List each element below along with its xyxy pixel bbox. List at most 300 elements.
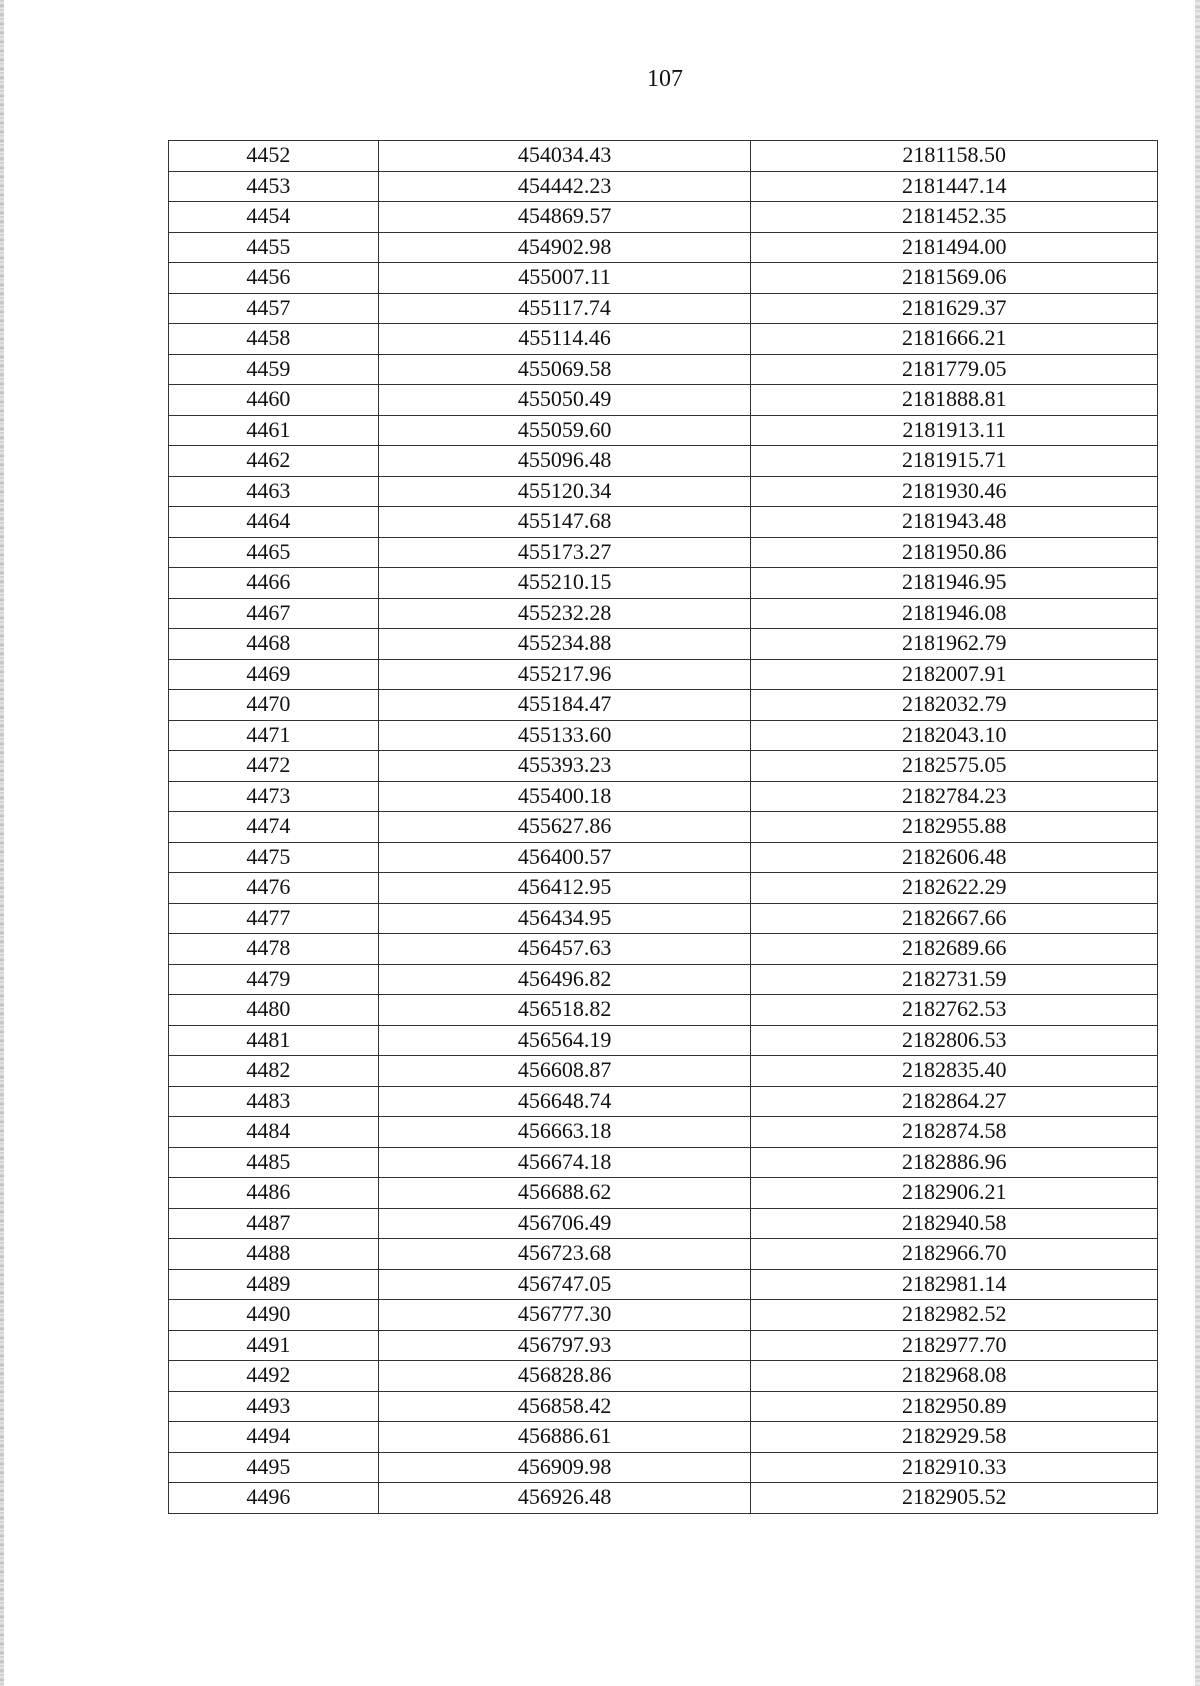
point-id-text: 4454: [246, 203, 291, 228]
x-coordinate-text: 455400.18: [517, 782, 612, 808]
point-id-text: 4482: [246, 1057, 291, 1082]
table-row: [169, 690, 1158, 721]
table-row: [169, 903, 1158, 934]
x-coordinate-cell: [378, 934, 751, 965]
y-coordinate-cell: [751, 171, 1158, 202]
table-row: [169, 476, 1158, 507]
point-id-cell: [169, 934, 379, 965]
x-coordinate-text: 455210.15: [517, 569, 612, 594]
x-coordinate-cell: [378, 1178, 751, 1209]
point-id-cell: [169, 720, 379, 751]
x-coordinate-cell: [378, 659, 751, 690]
table-row: [169, 1178, 1158, 1209]
x-coordinate-cell: [378, 1422, 751, 1453]
point-id-cell: [169, 1300, 379, 1331]
point-id-text: 4476: [246, 874, 291, 899]
table-row: [169, 964, 1158, 995]
point-id-cell: [169, 1422, 379, 1453]
point-id-text: 4481: [246, 1026, 291, 1052]
table-row: [169, 1300, 1158, 1331]
point-id-text: 4489: [246, 1270, 291, 1296]
y-coordinate-cell: [751, 1391, 1158, 1422]
y-coordinate-text: 2181946.95: [901, 569, 1007, 594]
point-id-text: 4466: [246, 569, 291, 594]
y-coordinate-cell: [751, 385, 1158, 416]
y-coordinate-text: 2182905.52: [901, 1484, 1007, 1509]
point-id-cell: [169, 995, 379, 1026]
point-id-cell: [169, 873, 379, 904]
y-coordinate-cell: [751, 263, 1158, 294]
y-coordinate-cell: [751, 293, 1158, 324]
x-coordinate-text: 456858.42: [517, 1392, 612, 1418]
y-coordinate-cell: [751, 751, 1158, 782]
x-coordinate-cell: [378, 324, 751, 355]
coordinates-table-body: [169, 141, 1158, 1514]
x-coordinate-text: 455096.48: [517, 447, 612, 472]
point-id-text: 4486: [246, 1179, 291, 1204]
y-coordinate-cell: [751, 1147, 1158, 1178]
x-coordinate-cell: [378, 1208, 751, 1239]
point-id-cell: [169, 1361, 379, 1392]
table-row: [169, 354, 1158, 385]
point-id-text: 4460: [246, 386, 291, 411]
point-id-cell: [169, 446, 379, 477]
y-coordinate-cell: [751, 537, 1158, 568]
point-id-text: 4487: [246, 1209, 291, 1235]
x-coordinate-cell: [378, 873, 751, 904]
y-coordinate-cell: [751, 1330, 1158, 1361]
point-id-text: 4472: [246, 752, 291, 777]
x-coordinate-cell: [378, 537, 751, 568]
point-id-text: 4495: [246, 1453, 291, 1479]
x-coordinate-cell: [378, 1452, 751, 1483]
y-coordinate-cell: [751, 1208, 1158, 1239]
point-id-text: 4457: [246, 294, 291, 320]
point-id-cell: [169, 903, 379, 934]
y-coordinate-text: 2181666.21: [901, 325, 1007, 350]
point-id-text: 4464: [246, 508, 291, 533]
x-coordinate-text: 454869.57: [517, 203, 612, 228]
table-row: [169, 141, 1158, 172]
x-coordinate-text: 455184.47: [517, 691, 612, 716]
y-coordinate-cell: [751, 568, 1158, 599]
table-row: [169, 1391, 1158, 1422]
table-row: [169, 568, 1158, 599]
point-id-text: 4494: [246, 1423, 291, 1448]
table-row: [169, 232, 1158, 263]
table-row: [169, 293, 1158, 324]
x-coordinate-text: 455069.58: [517, 355, 612, 381]
table-row: [169, 1361, 1158, 1392]
y-coordinate-text: 2182806.53: [901, 1026, 1007, 1052]
table-row: [169, 995, 1158, 1026]
point-id-text: 4479: [246, 965, 291, 991]
table-row: [169, 1208, 1158, 1239]
x-coordinate-text: 456434.95: [517, 904, 612, 930]
x-coordinate-text: 456663.18: [517, 1118, 612, 1143]
x-coordinate-text: 456518.82: [517, 996, 612, 1021]
x-coordinate-text: 455133.60: [517, 721, 612, 747]
x-coordinate-cell: [378, 903, 751, 934]
y-coordinate-text: 2182689.66: [901, 935, 1007, 960]
y-coordinate-cell: [751, 507, 1158, 538]
point-id-cell: [169, 385, 379, 416]
y-coordinate-text: 2182874.58: [901, 1118, 1007, 1143]
y-coordinate-text: 2182667.66: [901, 904, 1007, 930]
x-coordinate-cell: [378, 720, 751, 751]
y-coordinate-text: 2181494.00: [901, 233, 1007, 259]
table-row: [169, 385, 1158, 416]
x-coordinate-text: 455059.60: [517, 416, 612, 442]
y-coordinate-text: 2182784.23: [901, 782, 1007, 808]
point-id-text: 4462: [246, 447, 291, 472]
y-coordinate-cell: [751, 1025, 1158, 1056]
x-coordinate-text: 456797.93: [517, 1331, 612, 1357]
x-coordinate-cell: [378, 1483, 751, 1514]
x-coordinate-text: 455173.27: [517, 538, 612, 564]
x-coordinate-text: 455050.49: [517, 386, 612, 411]
point-id-cell: [169, 1208, 379, 1239]
x-coordinate-text: 454442.23: [517, 172, 612, 198]
y-coordinate-cell: [751, 1361, 1158, 1392]
point-id-text: 4469: [246, 660, 291, 686]
y-coordinate-text: 2182886.96: [901, 1148, 1007, 1174]
x-coordinate-cell: [378, 1025, 751, 1056]
x-coordinate-cell: [378, 263, 751, 294]
point-id-text: 4478: [246, 935, 291, 960]
x-coordinate-text: 455147.68: [517, 508, 612, 533]
point-id-cell: [169, 1269, 379, 1300]
point-id-cell: [169, 659, 379, 690]
point-id-cell: [169, 1147, 379, 1178]
point-id-text: 4492: [246, 1362, 291, 1387]
page-number: 107: [647, 66, 683, 92]
table-row: [169, 446, 1158, 477]
x-coordinate-cell: [378, 293, 751, 324]
x-coordinate-text: 456909.98: [517, 1453, 612, 1479]
y-coordinate-cell: [751, 141, 1158, 172]
y-coordinate-text: 2181888.81: [901, 386, 1007, 411]
x-coordinate-text: 456723.68: [517, 1240, 612, 1265]
point-id-text: 4484: [246, 1118, 291, 1143]
point-id-text: 4471: [246, 721, 291, 747]
point-id-text: 4468: [246, 630, 291, 655]
y-coordinate-cell: [751, 1483, 1158, 1514]
x-coordinate-cell: [378, 415, 751, 446]
point-id-text: 4470: [246, 691, 291, 716]
y-coordinate-text: 2181452.35: [901, 203, 1007, 228]
table-row: [169, 263, 1158, 294]
table-row: [169, 1147, 1158, 1178]
y-coordinate-cell: [751, 1056, 1158, 1087]
table-row: [169, 324, 1158, 355]
x-coordinate-text: 455393.23: [517, 752, 612, 777]
point-id-cell: [169, 629, 379, 660]
point-id-cell: [169, 141, 379, 172]
table-row: [169, 751, 1158, 782]
x-coordinate-text: 456674.18: [517, 1148, 612, 1174]
table-row: [169, 415, 1158, 446]
x-coordinate-text: 456706.49: [517, 1209, 612, 1235]
y-coordinate-text: 2182622.29: [901, 874, 1007, 899]
point-id-cell: [169, 476, 379, 507]
point-id-text: 4463: [246, 477, 291, 503]
y-coordinate-text: 2182043.10: [901, 721, 1007, 747]
point-id-text: 4461: [246, 416, 291, 442]
point-id-cell: [169, 202, 379, 233]
y-coordinate-text: 2182762.53: [901, 996, 1007, 1021]
y-coordinate-text: 2182929.58: [901, 1423, 1007, 1448]
x-coordinate-cell: [378, 629, 751, 660]
y-coordinate-text: 2182966.70: [901, 1240, 1007, 1265]
y-coordinate-cell: [751, 903, 1158, 934]
y-coordinate-text: 2181950.86: [901, 538, 1007, 564]
x-coordinate-text: 455627.86: [517, 813, 612, 838]
x-coordinate-cell: [378, 1117, 751, 1148]
point-id-text: 4480: [246, 996, 291, 1021]
y-coordinate-text: 2182981.14: [901, 1270, 1007, 1296]
x-coordinate-text: 455117.74: [518, 294, 611, 320]
point-id-text: 4474: [246, 813, 291, 838]
y-coordinate-cell: [751, 202, 1158, 233]
y-coordinate-cell: [751, 934, 1158, 965]
point-id-cell: [169, 1330, 379, 1361]
x-coordinate-text: 456886.61: [517, 1423, 612, 1448]
y-coordinate-cell: [751, 1269, 1158, 1300]
point-id-cell: [169, 751, 379, 782]
point-id-text: 4453: [246, 172, 291, 198]
x-coordinate-cell: [378, 507, 751, 538]
point-id-cell: [169, 1025, 379, 1056]
table-row: [169, 1056, 1158, 1087]
y-coordinate-cell: [751, 690, 1158, 721]
x-coordinate-cell: [378, 598, 751, 629]
point-id-text: 4467: [246, 599, 291, 625]
y-coordinate-text: 2182940.58: [901, 1209, 1007, 1235]
x-coordinate-text: 455120.34: [517, 477, 612, 503]
y-coordinate-text: 2181943.48: [901, 508, 1007, 533]
x-coordinate-text: 456747.05: [517, 1270, 612, 1296]
point-id-cell: [169, 232, 379, 263]
point-id-cell: [169, 263, 379, 294]
y-coordinate-text: 2182950.89: [901, 1392, 1007, 1418]
x-coordinate-text: 455217.96: [517, 660, 612, 686]
y-coordinate-cell: [751, 1086, 1158, 1117]
y-coordinate-text: 2182977.70: [901, 1331, 1007, 1357]
y-coordinate-cell: [751, 720, 1158, 751]
table-row: [169, 659, 1158, 690]
table-row: [169, 507, 1158, 538]
point-id-cell: [169, 568, 379, 599]
table-row: [169, 1025, 1158, 1056]
point-id-cell: [169, 1452, 379, 1483]
point-id-cell: [169, 1178, 379, 1209]
point-id-text: 4465: [246, 538, 291, 564]
y-coordinate-text: 2181915.71: [901, 447, 1007, 472]
y-coordinate-cell: [751, 415, 1158, 446]
table-row: [169, 171, 1158, 202]
y-coordinate-text: 2182982.52: [901, 1301, 1007, 1326]
y-coordinate-text: 2182910.33: [901, 1453, 1007, 1479]
y-coordinate-text: 2182968.08: [901, 1362, 1007, 1387]
table-row: [169, 629, 1158, 660]
point-id-cell: [169, 415, 379, 446]
y-coordinate-text: 2181569.06: [901, 264, 1007, 289]
point-id-cell: [169, 690, 379, 721]
y-coordinate-cell: [751, 324, 1158, 355]
point-id-cell: [169, 354, 379, 385]
y-coordinate-cell: [751, 964, 1158, 995]
y-coordinate-cell: [751, 446, 1158, 477]
point-id-cell: [169, 598, 379, 629]
point-id-text: 4459: [246, 355, 291, 381]
x-coordinate-cell: [378, 171, 751, 202]
y-coordinate-text: 2181158.50: [902, 142, 1007, 167]
point-id-cell: [169, 1086, 379, 1117]
point-id-cell: [169, 1239, 379, 1270]
point-id-cell: [169, 781, 379, 812]
table-row: [169, 1422, 1158, 1453]
point-id-text: 4455: [246, 233, 291, 259]
point-id-cell: [169, 1391, 379, 1422]
table-row: [169, 1452, 1158, 1483]
y-coordinate-text: 2181779.05: [901, 355, 1007, 381]
point-id-text: 4483: [246, 1087, 291, 1113]
x-coordinate-text: 456648.74: [517, 1087, 612, 1113]
y-coordinate-text: 2182906.21: [901, 1179, 1007, 1204]
y-coordinate-cell: [751, 232, 1158, 263]
table-row: [169, 598, 1158, 629]
x-coordinate-cell: [378, 751, 751, 782]
x-coordinate-cell: [378, 1361, 751, 1392]
y-coordinate-cell: [751, 1422, 1158, 1453]
table-row: [169, 1117, 1158, 1148]
point-id-text: 4490: [246, 1301, 291, 1326]
table-row: [169, 1086, 1158, 1117]
point-id-cell: [169, 1483, 379, 1514]
x-coordinate-cell: [378, 568, 751, 599]
point-id-cell: [169, 171, 379, 202]
y-coordinate-cell: [751, 995, 1158, 1026]
point-id-cell: [169, 842, 379, 873]
point-id-text: 4458: [246, 325, 291, 350]
x-coordinate-cell: [378, 964, 751, 995]
x-coordinate-cell: [378, 1300, 751, 1331]
x-coordinate-cell: [378, 995, 751, 1026]
table-row: [169, 1239, 1158, 1270]
x-coordinate-text: 456828.86: [517, 1362, 612, 1387]
y-coordinate-cell: [751, 659, 1158, 690]
point-id-cell: [169, 537, 379, 568]
x-coordinate-text: 455007.11: [518, 264, 611, 289]
point-id-cell: [169, 324, 379, 355]
x-coordinate-text: 456564.19: [517, 1026, 612, 1052]
x-coordinate-text: 456400.57: [517, 843, 612, 869]
x-coordinate-cell: [378, 690, 751, 721]
x-coordinate-text: 456496.82: [517, 965, 612, 991]
point-id-text: 4491: [246, 1331, 291, 1357]
x-coordinate-cell: [378, 476, 751, 507]
x-coordinate-cell: [378, 354, 751, 385]
y-coordinate-cell: [751, 598, 1158, 629]
scan-edge-right: [1195, 0, 1200, 1686]
point-id-text: 4496: [246, 1484, 291, 1509]
x-coordinate-cell: [378, 232, 751, 263]
y-coordinate-cell: [751, 629, 1158, 660]
x-coordinate-cell: [378, 141, 751, 172]
y-coordinate-text: 2182955.88: [901, 813, 1007, 838]
point-id-cell: [169, 1117, 379, 1148]
x-coordinate-text: 456688.62: [517, 1179, 612, 1204]
x-coordinate-text: 456608.87: [517, 1057, 612, 1082]
y-coordinate-cell: [751, 812, 1158, 843]
point-id-cell: [169, 1056, 379, 1087]
table-row: [169, 537, 1158, 568]
x-coordinate-cell: [378, 1056, 751, 1087]
table-row: [169, 720, 1158, 751]
point-id-text: 4485: [246, 1148, 291, 1174]
y-coordinate-text: 2182606.48: [901, 843, 1007, 869]
y-coordinate-text: 2181930.46: [901, 477, 1007, 503]
x-coordinate-cell: [378, 1147, 751, 1178]
y-coordinate-text: 2182575.05: [901, 752, 1007, 777]
point-id-text: 4475: [246, 843, 291, 869]
x-coordinate-cell: [378, 842, 751, 873]
table-row: [169, 873, 1158, 904]
point-id-cell: [169, 812, 379, 843]
coordinates-table: [168, 140, 1158, 1514]
x-coordinate-text: 455232.28: [517, 599, 612, 625]
y-coordinate-cell: [751, 1239, 1158, 1270]
x-coordinate-text: 456926.48: [517, 1484, 612, 1509]
y-coordinate-cell: [751, 1117, 1158, 1148]
table-row: [169, 812, 1158, 843]
y-coordinate-cell: [751, 873, 1158, 904]
point-id-text: 4488: [246, 1240, 291, 1265]
y-coordinate-text: 2181962.79: [901, 630, 1007, 655]
point-id-text: 4493: [246, 1392, 291, 1418]
x-coordinate-text: 455114.46: [518, 325, 611, 350]
table-row: [169, 1330, 1158, 1361]
x-coordinate-cell: [378, 1269, 751, 1300]
x-coordinate-cell: [378, 1086, 751, 1117]
y-coordinate-cell: [751, 1178, 1158, 1209]
y-coordinate-cell: [751, 781, 1158, 812]
x-coordinate-cell: [378, 1391, 751, 1422]
point-id-cell: [169, 507, 379, 538]
y-coordinate-text: 2182007.91: [901, 660, 1007, 686]
x-coordinate-cell: [378, 781, 751, 812]
x-coordinate-cell: [378, 446, 751, 477]
y-coordinate-text: 2182032.79: [901, 691, 1007, 716]
x-coordinate-cell: [378, 385, 751, 416]
y-coordinate-cell: [751, 476, 1158, 507]
x-coordinate-text: 454902.98: [517, 233, 612, 259]
y-coordinate-text: 2181913.11: [902, 416, 1007, 442]
x-coordinate-cell: [378, 202, 751, 233]
y-coordinate-cell: [751, 1452, 1158, 1483]
x-coordinate-text: 454034.43: [517, 142, 612, 167]
x-coordinate-text: 455234.88: [517, 630, 612, 655]
table-row: [169, 1483, 1158, 1514]
x-coordinate-cell: [378, 812, 751, 843]
y-coordinate-text: 2181447.14: [901, 172, 1007, 198]
y-coordinate-text: 2182731.59: [901, 965, 1007, 991]
y-coordinate-text: 2181946.08: [901, 599, 1007, 625]
point-id-cell: [169, 293, 379, 324]
y-coordinate-text: 2181629.37: [901, 294, 1007, 320]
x-coordinate-text: 456777.30: [517, 1301, 612, 1326]
